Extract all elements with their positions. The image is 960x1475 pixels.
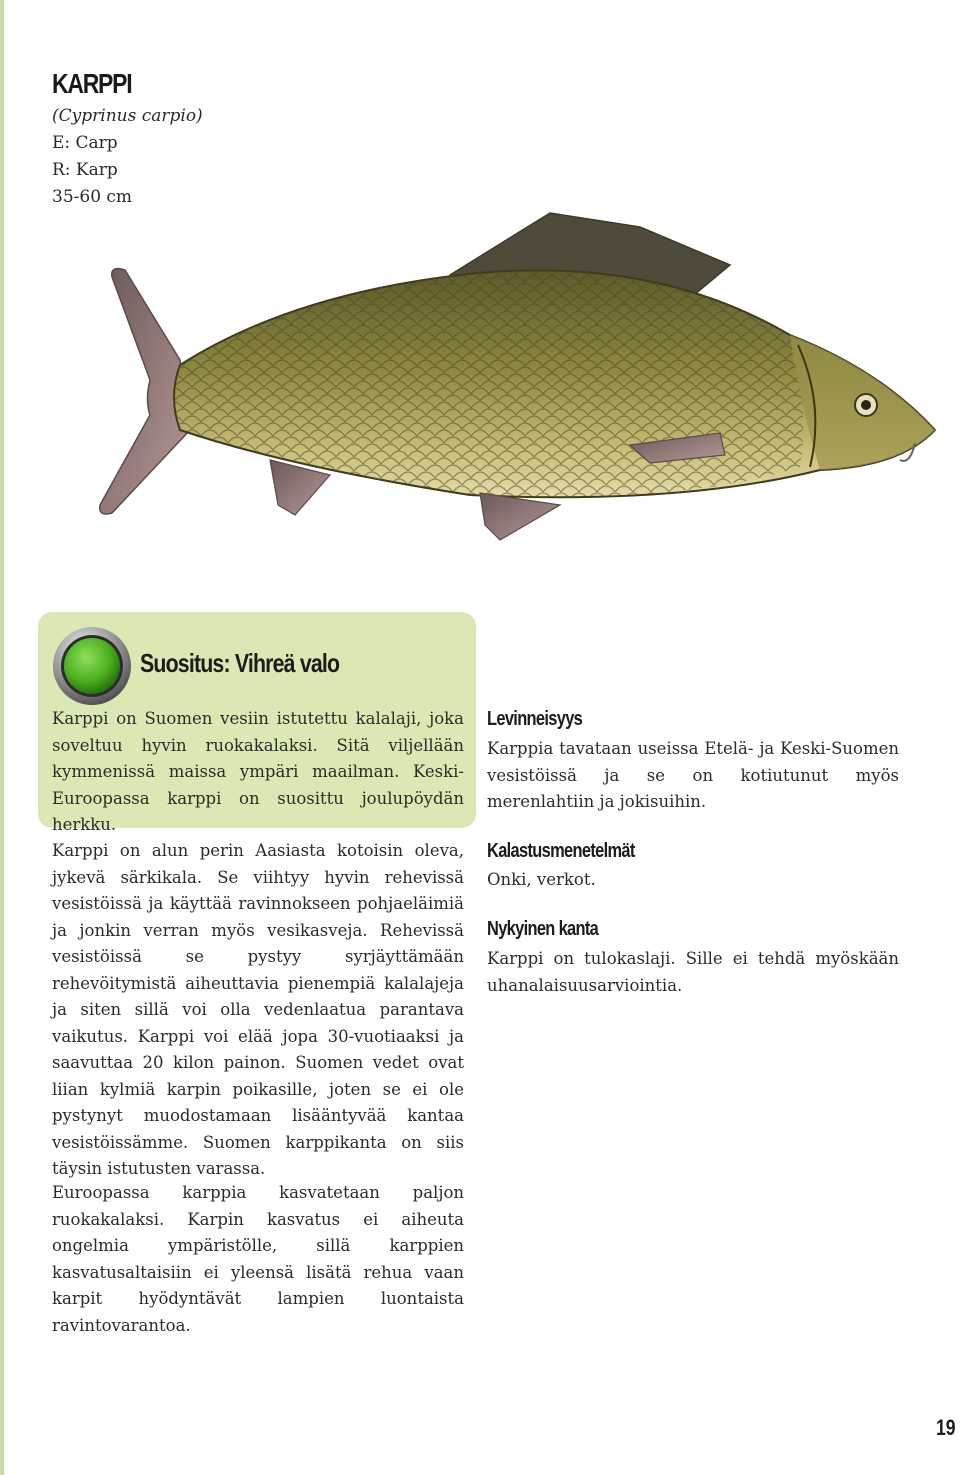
swedish-name: R: Karp xyxy=(52,160,118,180)
english-name: E: Carp xyxy=(52,133,118,153)
distribution-text: Karppia tavataan useissa Etelä- ja Keski-Suomen vesistöissä ja se on kotiutunut myös merenlahtiin ja jokisuihin. xyxy=(487,739,899,811)
size-range: 35-60 cm xyxy=(52,187,133,207)
light-lens xyxy=(64,638,120,694)
heading-distribution: Levinneisyys xyxy=(487,708,583,730)
recommendation-title: Suositus: Vihreä valo xyxy=(140,648,340,678)
species-name: KARPPI xyxy=(52,68,132,99)
heading-methods: Kalastusmenetelmät xyxy=(487,840,635,862)
page-number: 19 xyxy=(936,1415,956,1440)
green-light-icon xyxy=(52,626,132,706)
page-edge-bar xyxy=(0,0,4,1475)
latin-name: (Cyprinus carpio) xyxy=(52,106,203,126)
body-paragraph-2: Euroopassa karppia kasvatetaan paljon ruokakalaksi. Karpin kasvatus ei aiheuta ongelmia ympäristölle, sillä karppien kasvatusaltaisiin ei yleensä lisätä rehua vaan karpit hyödyntävät lampien luontaista ravintovarantoa. xyxy=(52,1183,464,1335)
carp-illustration xyxy=(30,205,950,585)
stock-text: Karppi on tulokaslaji. Sille ei tehdä myöskään uhanalaisuusarviointia. xyxy=(487,949,899,995)
heading-stock: Nykyinen kanta xyxy=(487,918,599,940)
methods-text: Onki, verkot. xyxy=(487,870,596,889)
body-paragraph-1: Karppi on alun perin Aasiasta kotoisin oleva, jykevä särkikala. Se viihtyy hyvin rehevissä vesistöissä ja käyttää ravinnokseen pohjaeläimiä ja jonkin verran myös vesikasveja. Rehevissä vesistöissä se pystyy syrjäyttämään rehevöitymistä aiheuttavia pienempiä kalalajeja ja siten sillä voi olla vedenlaatua parantava vaikutus. Karppi voi elää jopa 30-vuotiaaksi ja saavuttaa 20 kilon painon. Suomen vedet ovat liian kylmiä karpin poikasille, joten se ei ole pystynyt muodostamaan lisääntyvää kantaa vesistöissämme. Suomen karppikanta on siis täysin istutusten varassa. xyxy=(52,841,464,1178)
intro-paragraph: Karppi on Suomen vesiin istutettu kalalaji, joka soveltuu hyvin ruokakalaksi. Sitä viljellään kymmenissä maissa ympäri maailman. Keski-Euroopassa karppi on suosittu joulupöydän herkku. xyxy=(52,709,464,834)
